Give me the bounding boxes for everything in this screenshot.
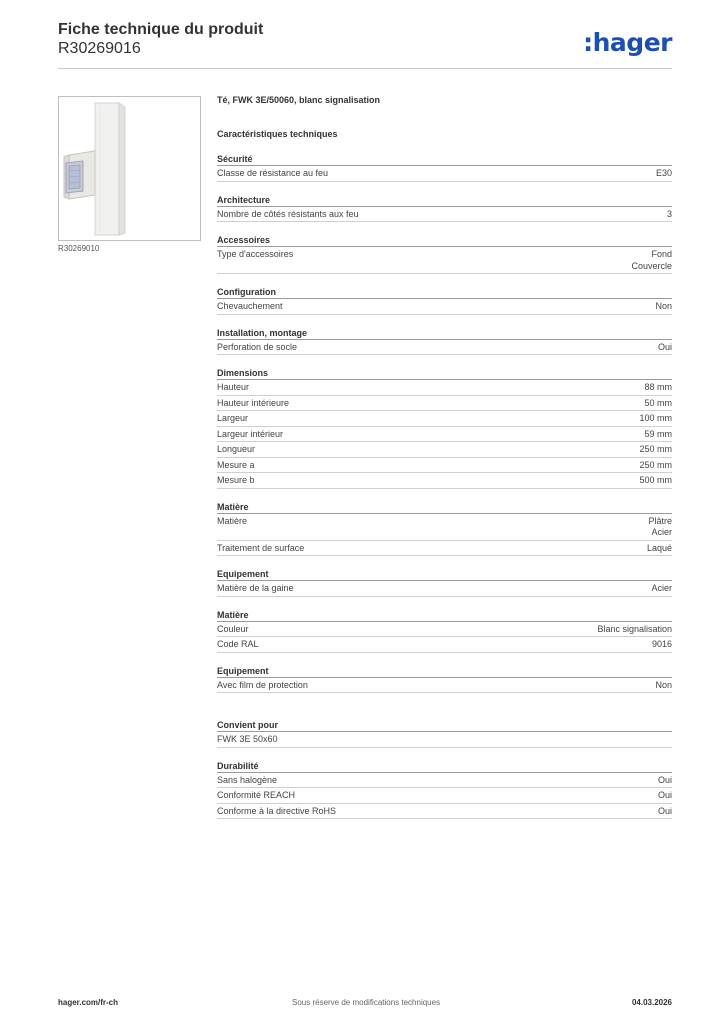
spec-value-line: Blanc signalisation: [597, 623, 672, 634]
spec-row: [217, 340, 672, 356]
spec-group: [217, 152, 672, 182]
spec-row: [217, 804, 672, 820]
spec-value: [667, 209, 672, 221]
spec-value-line: Oui: [657, 790, 672, 800]
spec-label: Code RAL: [217, 639, 259, 649]
spec-value: [639, 460, 672, 472]
spec-label: Mesure b: [217, 475, 255, 485]
spec-group-title: Configuration: [217, 285, 672, 299]
spec-label: Longueur: [217, 444, 256, 454]
spec-row: [217, 396, 672, 412]
spec-value-line: Non: [655, 301, 672, 311]
spec-value-line: Oui: [657, 341, 672, 352]
footer-notice: Sous réserve de modifications techniques: [292, 998, 441, 1007]
spec-value: [658, 806, 672, 818]
spec-value-line: 88 mm: [644, 382, 672, 392]
spec-content: [217, 93, 672, 819]
footer-date: 04.03.2026: [631, 998, 672, 1007]
spec-row: [217, 581, 672, 597]
spec-label: Nombre de côtés résistants aux feu: [217, 208, 359, 219]
spec-value-line: 9016: [651, 639, 672, 649]
spec-label: Perforation de socle: [217, 341, 298, 352]
spec-value-line: Non: [655, 679, 672, 690]
spec-value-line: 3: [666, 208, 672, 219]
spec-group-title: Matière: [217, 608, 672, 622]
spec-label: Type d'accessoires: [217, 249, 294, 259]
spec-label: Chevauchement: [217, 301, 283, 311]
spec-group-title: Equipement: [217, 664, 672, 678]
spec-row: [217, 473, 672, 489]
spec-row: [217, 514, 672, 541]
spec-value-line: 100 mm: [639, 413, 672, 423]
tee-duct-illustration: [59, 97, 201, 241]
spec-group: [217, 326, 672, 356]
spec-label: Matière de la gaine: [217, 583, 294, 593]
spec-row: [217, 380, 672, 396]
spec-value: [648, 516, 672, 539]
spec-value-line: 250 mm: [639, 444, 672, 454]
spec-value: [658, 775, 672, 787]
page-header: [58, 20, 672, 70]
hager-logo: :hager: [583, 28, 672, 57]
spec-value: [647, 543, 672, 555]
spec-label: Conformité REACH: [217, 790, 296, 800]
spec-label: Hauteur: [217, 382, 250, 392]
spec-groups: [217, 152, 672, 819]
spec-label: Traitement de surface: [217, 542, 305, 553]
spec-group-title: Equipement: [217, 567, 672, 581]
spec-value: [644, 398, 672, 410]
spec-group: [217, 285, 672, 315]
spec-value: [639, 475, 672, 487]
spec-label: Avec film de protection: [217, 679, 308, 690]
spec-row: [217, 207, 672, 223]
spec-group-title: Accessoires: [217, 233, 672, 247]
spec-group-title: Sécurité: [217, 152, 672, 166]
spec-value-line: 500 mm: [639, 475, 672, 485]
spec-group-title: Installation, montage: [217, 326, 672, 340]
spec-value-line: E30: [655, 168, 672, 178]
spec-row: [217, 788, 672, 804]
spec-value-line: 59 mm: [644, 428, 672, 439]
spec-value-line: 50 mm: [644, 397, 672, 408]
spec-group: [217, 718, 672, 748]
spec-row: [217, 442, 672, 458]
spec-value-line: Plâtre: [648, 515, 672, 526]
spec-group: [217, 567, 672, 597]
spec-value: [644, 382, 672, 394]
spec-group-title: Architecture: [217, 193, 672, 207]
spec-row: [217, 411, 672, 427]
spec-value: [644, 429, 672, 441]
spec-row: [217, 622, 672, 638]
header-divider: [58, 68, 672, 69]
spec-label: Largeur: [217, 413, 249, 423]
spec-value: [652, 639, 672, 651]
spec-row: [217, 247, 672, 274]
spec-group: [217, 759, 672, 820]
spec-row: [217, 637, 672, 653]
spec-value-line: Oui: [657, 774, 672, 785]
spec-row: [217, 458, 672, 474]
spec-label: Sans halogène: [217, 774, 278, 785]
spec-label: Matière: [217, 515, 248, 526]
spec-group: [217, 500, 672, 557]
spec-group-title: Durabilité: [217, 759, 672, 773]
spec-value: [639, 444, 672, 456]
spec-group: [217, 608, 672, 653]
spec-value-line: Laqué: [646, 542, 672, 553]
spec-label: Hauteur intérieure: [217, 397, 290, 408]
spec-label: Largeur intérieur: [217, 428, 284, 439]
spec-value: [655, 301, 672, 313]
spec-label: Conforme à la directive RoHS: [217, 805, 337, 816]
spec-row: [217, 541, 672, 557]
page-title: Fiche technique du produit: [58, 21, 264, 38]
spec-value-line: Fond: [651, 249, 672, 259]
spec-value: [597, 624, 672, 636]
spec-group: [217, 193, 672, 223]
spec-value: [658, 790, 672, 802]
spec-value: [655, 680, 672, 692]
footer-website: hager.com/fr-ch: [58, 998, 119, 1007]
product-reference: R30269016: [58, 40, 141, 57]
spec-row: [217, 427, 672, 443]
spec-group-title: Convient pour: [217, 718, 672, 732]
spec-value-line: 250 mm: [639, 459, 672, 470]
spec-label: Mesure a: [217, 459, 255, 470]
spec-group-title: Dimensions: [217, 366, 672, 380]
spec-value: [639, 413, 672, 425]
spec-value: [651, 583, 672, 595]
spec-value-line: Acier: [651, 527, 672, 537]
image-caption: R30269010: [58, 244, 100, 253]
spec-label: Classe de résistance au feu: [217, 168, 329, 178]
spec-row: [217, 678, 672, 694]
spec-value: [658, 342, 672, 354]
spec-label: Couleur: [217, 623, 249, 634]
spec-value-line: Acier: [651, 583, 672, 593]
product-name: Té, FWK 3E/50060, blanc signalisation: [217, 95, 381, 105]
spec-row: [217, 166, 672, 182]
spec-row: [217, 732, 672, 748]
spec-value: [656, 168, 672, 180]
spec-value: [631, 249, 672, 272]
spec-row: [217, 773, 672, 789]
spec-row: [217, 299, 672, 315]
spec-group-title: Matière: [217, 500, 672, 514]
tech-heading: Caractéristiques techniques: [217, 129, 338, 139]
spec-group: [217, 366, 672, 489]
spec-group: [217, 233, 672, 274]
spec-label: FWK 3E 50x60: [217, 734, 278, 744]
spec-value-line: Oui: [657, 805, 672, 816]
spec-value-line: Couvercle: [631, 260, 672, 271]
product-image: [58, 96, 201, 241]
spec-group: [217, 664, 672, 694]
